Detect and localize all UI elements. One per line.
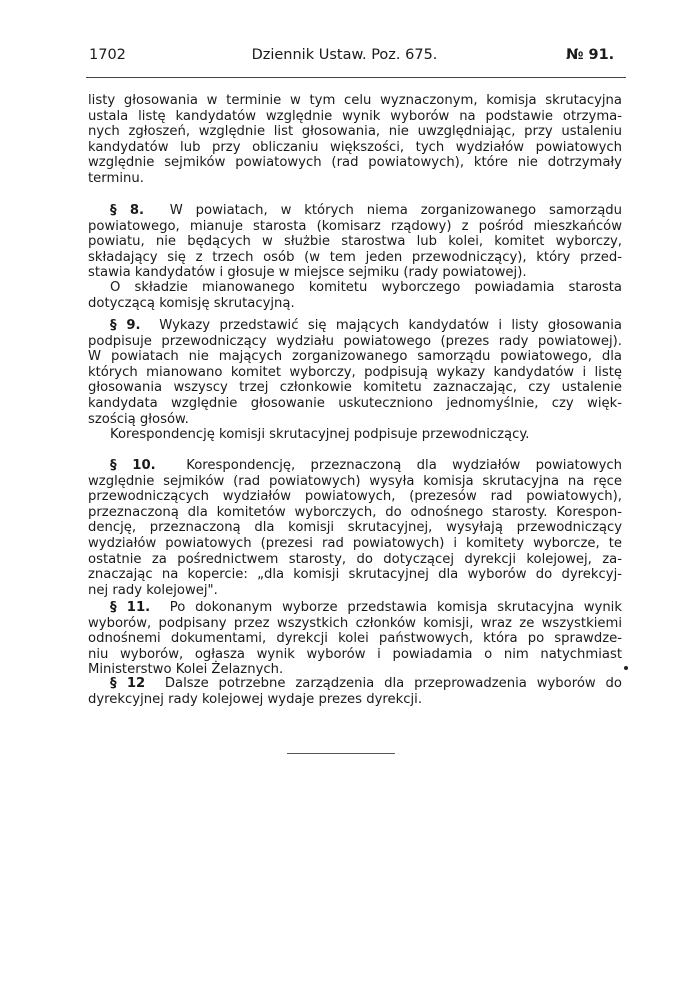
header-rule	[86, 77, 626, 78]
section-number: § 10.	[110, 458, 156, 473]
text-line	[88, 318, 622, 334]
text-line: względnie sejmików (rad powiatowych) wysyła komisja skrutacyjna na ręce	[88, 473, 622, 489]
text-line: listy głosowania w terminie w tym celu wyznaczonym, komisja skrutacyjna	[88, 93, 622, 108]
section-number: § 9.	[110, 318, 141, 333]
text-line: przewodniczących wydziałów powiatowych, (prezesów rad powiatowych),	[88, 489, 622, 505]
text-line: względnie sejmików powiatowych (rad powiatowych), które nie dotrzymały	[88, 155, 622, 171]
text-line: Ministerstwo Kolei Żelaznych.	[88, 662, 284, 678]
text-line: powiatu, nie będących w służbie starostwa lub kolei, komitet wyborczy,	[88, 234, 622, 250]
text-line: których mianowano komitet wyborczy, podpisują wykazy kandydatów i listę	[88, 364, 622, 380]
text-line	[88, 203, 622, 219]
text-line: terminu.	[88, 170, 144, 186]
line-text: Wykazy przedstawić się mających kandydatów i listy głosowania	[159, 318, 623, 333]
section-paragraph	[88, 203, 622, 281]
text-line: szością głosów.	[88, 411, 189, 427]
text-line: powiatowego, mianuje starosta (komisarz rządowy) z pośród mieszkańców	[88, 218, 622, 234]
text-line: ustala listę kandydatów względnie wynik wyborów na podstawie otrzyma-	[88, 108, 622, 124]
text-line: podpisuje przewodniczący wydziału powiatowego (prezes rady powiatowej).	[88, 333, 622, 349]
journal-title: Dziennik Ustaw. Poz. 675.	[251, 47, 438, 63]
text-line: dyrekcyjnej rady kolejowej wydaje prezes dyrekcji.	[88, 691, 423, 707]
footer-rule	[287, 753, 395, 754]
section-number: § 8.	[110, 203, 145, 218]
text-line: odnośnemi dokumentami, dyrekcji kolei państwowych, która po sprawdze-	[88, 631, 622, 647]
text-line: niu wyborów, ogłasza wynik wyborów i powiadamia o nim natychmiast	[88, 646, 622, 662]
section-paragraph	[88, 318, 622, 427]
text-line: ostatnie za pośrednictwem starosty, do dotyczącej dyrekcji kolejowej, za-	[88, 551, 622, 567]
line-text: Dalsze potrzebne zarządzenia dla przeprowadzenia wyborów do	[164, 676, 622, 691]
text-line: wyborów, podpisany przez wszystkich członków komisji, wraz ze wszystkiemi	[88, 615, 622, 631]
issue-number: № 91.	[566, 47, 615, 63]
text-line	[88, 458, 622, 474]
text-line: kandydatów lub przy obliczaniu większości, tych wydziałów powiatowych	[88, 139, 622, 155]
line-text: W powiatach, w których niema zorganizowanego samorządu	[169, 203, 623, 218]
text-line: kandydata względnie głosowanie uskuteczniono jednomyślnie, czy więk-	[88, 395, 622, 411]
line-text: Korespondencję, przeznaczoną dla wydziałów powiatowych	[186, 458, 622, 473]
section-number: § 12	[110, 676, 146, 691]
text-line: stawia kandydatów i głosuje w miejsce sejmiku (rady powiatowej).	[88, 265, 527, 281]
page-number: 1702	[89, 47, 126, 63]
line-text: Po dokonanym wyborze przedstawia komisja skrutacyjna wynik	[169, 600, 622, 615]
text-line: składający się z trzech osób (w tem jeden przewodniczący), który przed-	[88, 249, 622, 265]
paragraph	[88, 427, 622, 443]
text-line	[88, 676, 622, 692]
section-paragraph	[88, 676, 622, 707]
section-number: § 11.	[110, 600, 151, 615]
text-line: dencję, przeznaczoną dla komisji skrutacyjnej, wysyłają przewodniczący	[88, 520, 622, 536]
text-line: wydziałów powiatowych (prezesi rad powiatowych) i komitety wyborcze, te	[88, 535, 622, 551]
text-line: Korespondencję komisji skrutacyjnej podpisuje przewodniczący.	[110, 427, 530, 442]
text-line: dotyczącą komisję skrutacyjną.	[88, 295, 295, 311]
scan-speck	[624, 666, 628, 670]
text-line: O składzie mianowanego komitetu wyborczego powiadamia starosta	[110, 280, 622, 295]
text-line: znaczając na kopercie: „dla komisji skrutacyjnej dla wyborów do dyrekcyj-	[88, 567, 622, 583]
paragraph	[88, 280, 622, 311]
text-line: W powiatach nie mających zorganizowanego samorządu powiatowego, dla	[88, 349, 622, 365]
text-line	[88, 600, 622, 616]
text-line: nej rady kolejowej".	[88, 582, 218, 598]
text-line: nych zgłoszeń, względnie list głosowania, nie uwzględniając, przy ustaleniu	[88, 124, 622, 140]
section-paragraph	[88, 458, 622, 598]
section-paragraph	[88, 600, 622, 678]
text-line: głosowania wszyscy trzej członkowie komitetu zaznaczając, czy ustalenie	[88, 380, 622, 396]
paragraph	[88, 93, 622, 187]
text-line: przeznaczoną dla komitetów wyborczych, do odnośnego starosty. Korespon-	[88, 504, 622, 520]
